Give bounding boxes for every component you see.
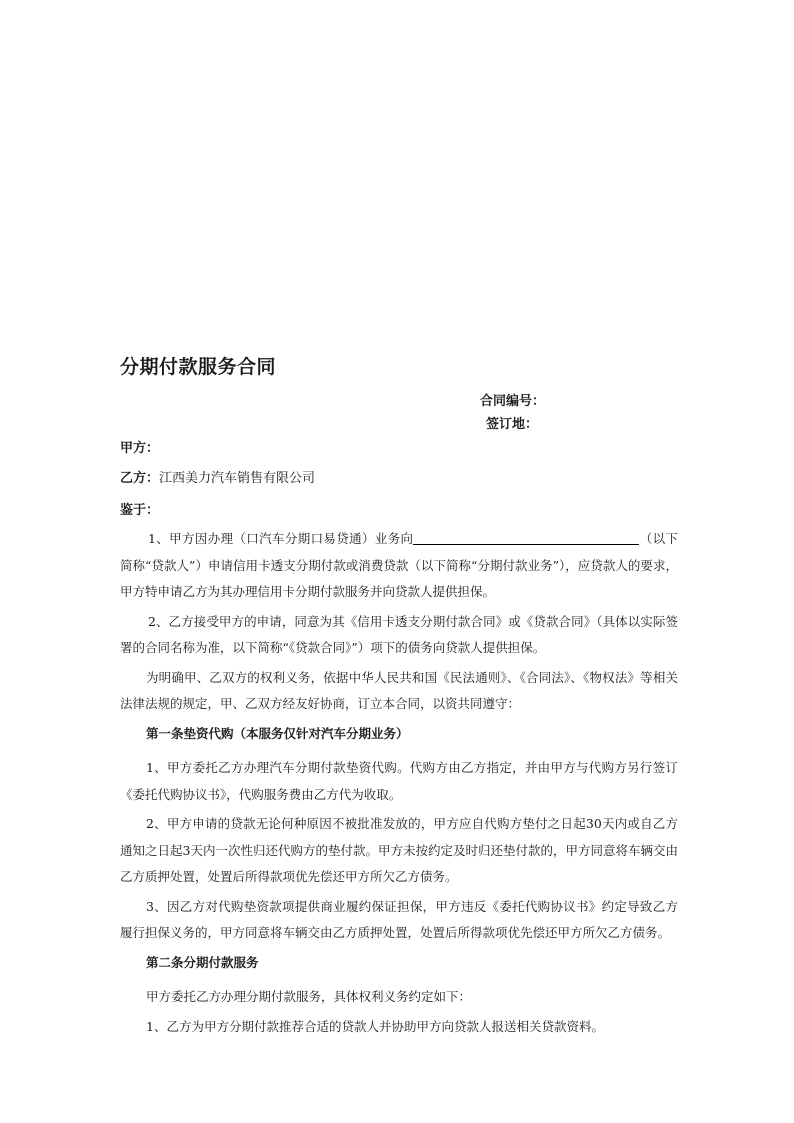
article-1-clause-3: 3、因乙方对代购垫资款项提供商业履约保证担保，甲方违反《委托代购协议书》约定导致乙方履行担保义务的，甲方同意将车辆交由乙方质押处置，处置后所得款项优先偿还甲方所欠乙方债务。 [120, 898, 678, 940]
party-a-label: 甲方： [120, 441, 160, 456]
recital-1-text-b: （以下简称“贷款人”）申请信用卡透支分期付款或消费贷款（以下简称“分期付款业务”），应贷款人的要求，甲方特申请乙方为其办理信用卡分期付款服务并向贷款人提供担保。 [120, 531, 678, 599]
contract-body [120, 526, 678, 1043]
party-b [120, 467, 315, 486]
article-1-clause-1: 1、甲方委托乙方办理汽车分期付款垫资代购。代购方由乙方指定，并由甲方与代购方另行签订《委托代购协议书》，代购服务费由乙方代为收取。 [120, 760, 678, 802]
lender-blank-line [413, 530, 639, 545]
party-b-label: 乙方： [120, 471, 160, 486]
recital-1 [120, 526, 678, 606]
recital-2: 2、乙方接受甲方的申请，同意为其《信用卡透支分期付款合同》或《贷款合同》（具体以实际签署的合同名称为准，以下简称“《贷款合同》”）项下的债务向贷款人提供担保。 [120, 613, 678, 655]
article-2-clause-1: 1、乙方为甲方分期付款推荐合适的贷款人并协助甲方向贷款人报送相关贷款资料。 [146, 1018, 604, 1034]
article-1-title: 第一条垫资代购（本服务仅针对汽车分期业务） [146, 725, 409, 741]
party-b-name: 江西美力汽车销售有限公司 [159, 471, 316, 486]
contract-number-label: 合同编号： [480, 394, 546, 409]
party-a [120, 437, 159, 456]
recital-3: 为明确甲、乙双方的权利义务，依据中华人民共和国《民法通则》、《合同法》、《物权法》等相关法律法规的规定，甲、乙双方经友好协商，订立本合同，以资共同遵守： [120, 669, 678, 711]
article-2-title: 第二条分期付款服务 [146, 954, 259, 970]
document-title: 分期付款服务合同 [120, 356, 277, 378]
recital-1-text-a: 1、甲方因办理（口汽车分期口易贷通）业务向 [148, 531, 414, 546]
sign-place-label: 签订地： [486, 417, 539, 432]
article-2-intro: 甲方委托乙方办理分期付款服务，具体权利义务约定如下： [146, 989, 472, 1004]
whereas-label: 鉴于： [120, 503, 160, 518]
article-1-clause-2: 2、甲方申请的贷款无论何种原因不被批准发放的，甲方应自代购方垫付之日起30天内或自乙方通知之日起3天内一次性归还代购方的垫付款。甲方未按约定及时归还垫付款的，甲方同意将车辆交由乙方质押处置，处置后所得款项优先偿还甲方所欠乙方债务。 [120, 816, 678, 884]
